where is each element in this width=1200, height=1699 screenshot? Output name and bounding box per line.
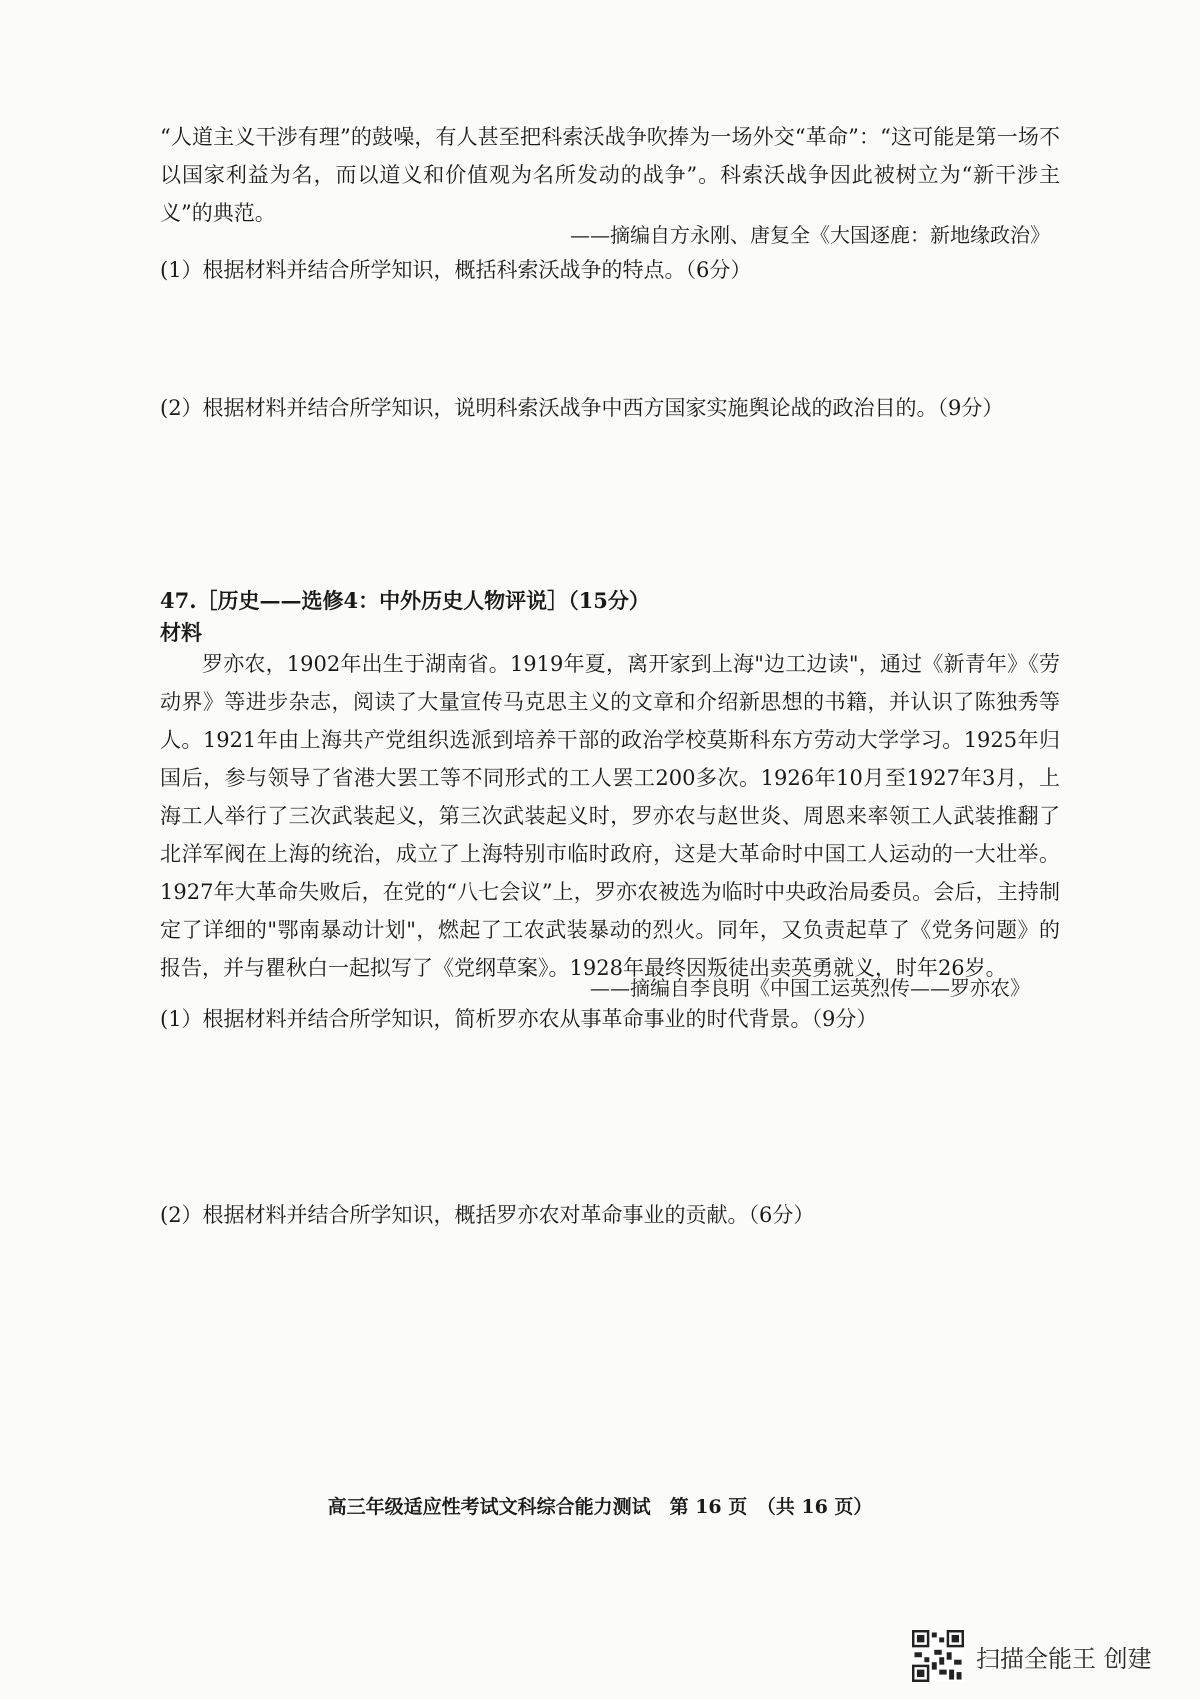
q47-part2: (2）根据材料并结合所学知识，概括罗亦农对革命事业的贡献。（6分）	[160, 1203, 815, 1227]
page-footer: 高三年级适应性考试文科综合能力测试 第 16 页 （共 16 页）	[327, 1496, 873, 1518]
q47-heading: 47.［历史——选修4：中外历史人物评说］（15分）	[160, 588, 650, 613]
q47-part1: (1）根据材料并结合所学知识，简析罗亦农从事革命事业的时代背景。（9分）	[160, 1007, 878, 1031]
qr-code-icon	[912, 1630, 964, 1682]
scanner-watermark	[912, 1628, 1152, 1684]
watermark-text: 扫描全能王 创建	[976, 1644, 1152, 1673]
q46-part1: (1）根据材料并结合所学知识，概括科索沃战争的特点。（6分）	[160, 258, 752, 282]
previous-material-text: “人道主义干涉有理”的鼓噪，有人甚至把科索沃战争吹捧为一场外交“革命”：“这可能是第一场不以国家利益为名，而以道义和价值观为名所发动的战争”。科索沃战争因此被树立为“新干涉主义”的典范。	[160, 125, 1060, 225]
q47-material-source: ——摘编自李良明《中国工运英烈传——罗亦农》	[590, 976, 1030, 1000]
q46-part2: (2）根据材料并结合所学知识，说明科索沃战争中西方国家实施舆论战的政治目的。（9分）	[160, 396, 1004, 420]
previous-material-source: ——摘编自方永刚、唐复全《大国逐鹿：新地缘政治》	[570, 223, 1050, 247]
q47-material-text: 罗亦农，1902年出生于湖南省。1919年夏，离开家到上海"边工边读"，通过《新青年》《劳动界》等进步杂志，阅读了大量宣传马克思主义的文章和介绍新思想的书籍，并认识了陈独秀等人。1921年由上海共产党组织选派到培养干部的政治学校莫斯科东方劳动大学学习。1925年归国后，参与领导了省港大罢工等不同形式的工人罢工200多次。1926年10月至1927年3月，上海工人举行了三次武装起义，第三次武装起义时，罗亦农与赵世炎、周恩来率领工人武装推翻了北洋军阀在上海的统治，成立了上海特别市临时政府，这是大革命时中国工人运动的一大壮举。1927年大革命失败后，在党的“八七会议”上，罗亦农被选为临时中央政治局委员。会后，主持制定了详细的"鄂南暴动计划"，燃起了工农武装暴动的烈火。同年，又负责起草了《党务问题》的报告，并与瞿秋白一起拟写了《党纲草案》。1928年最终因叛徒出卖英勇就义，时年26岁。	[160, 652, 1060, 980]
material-label: 材料	[160, 620, 202, 645]
